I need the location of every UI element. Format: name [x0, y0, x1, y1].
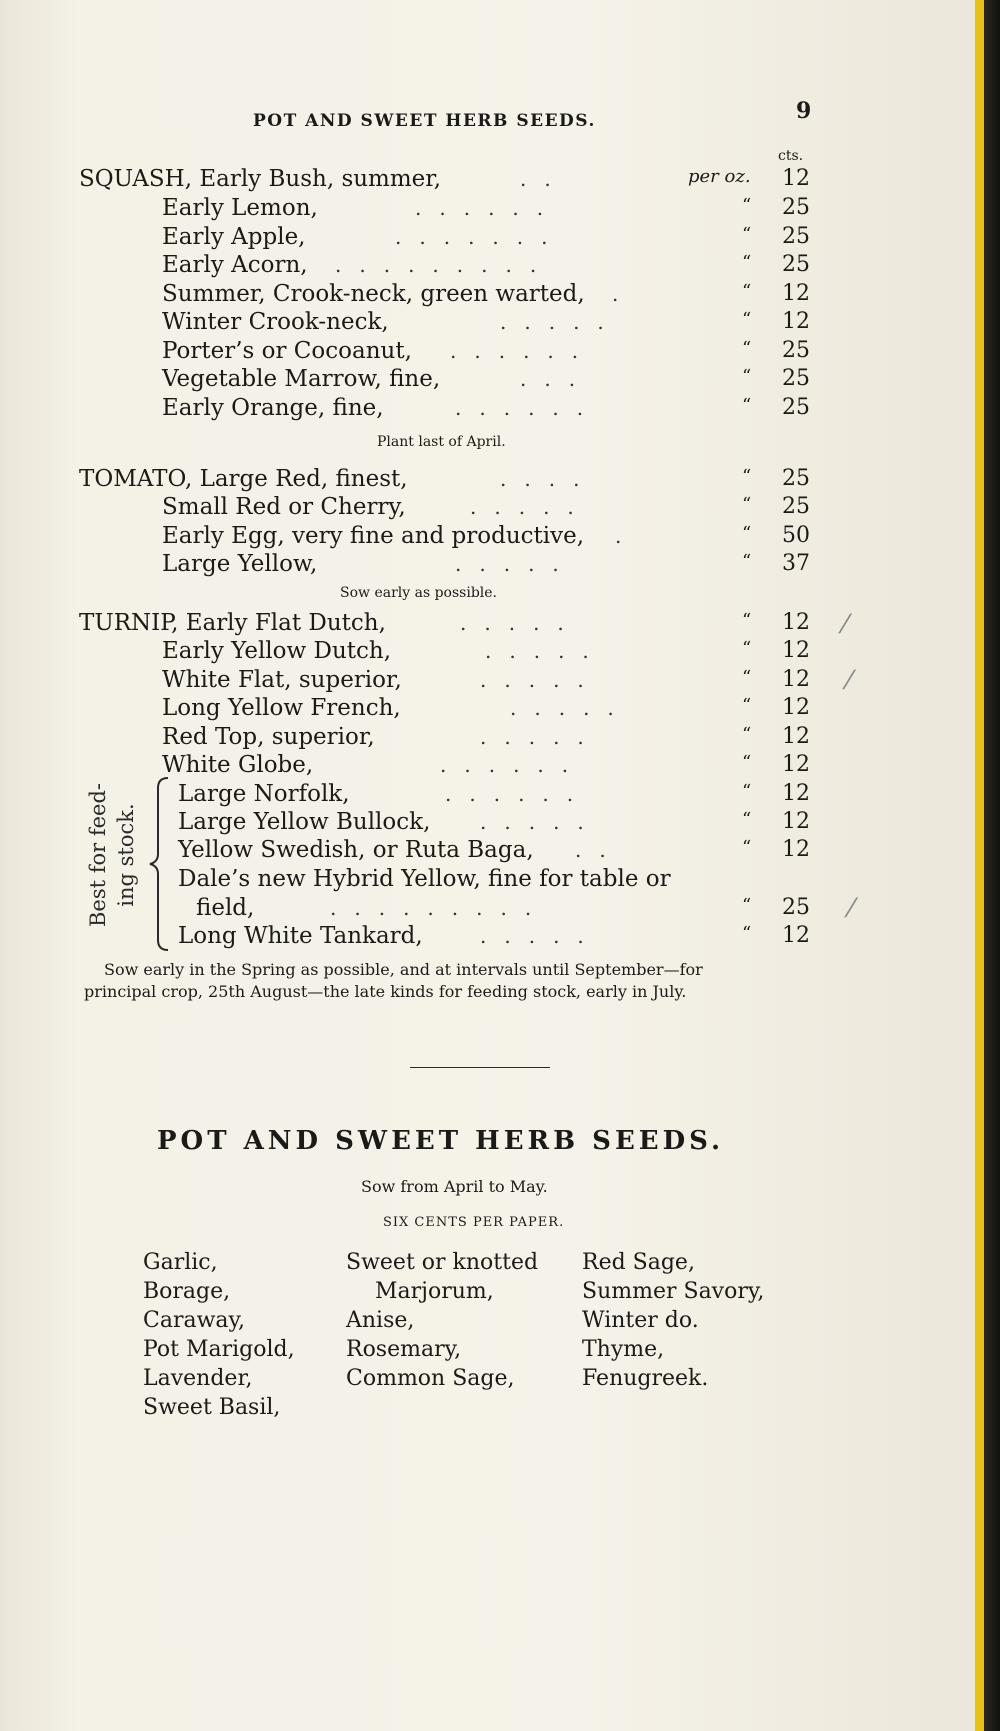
brace-label-line1: Best for feed-	[86, 782, 110, 928]
leader-dots: ..	[520, 167, 569, 191]
price-list-row	[0, 281, 975, 310]
item-name: Winter Crook-neck,	[162, 309, 389, 335]
price-list-row	[0, 667, 975, 696]
leader-dots: ....	[500, 467, 598, 491]
ditto-mark: “	[742, 523, 752, 544]
price-list-row	[0, 395, 975, 424]
leader-dots: ......	[440, 753, 587, 777]
price-list-row	[0, 338, 975, 367]
item-name: Large Norfolk,	[178, 781, 350, 807]
herb-item: Red Sage,	[582, 1250, 695, 1275]
herbs-price-note: SIX CENTS PER PAPER.	[383, 1215, 565, 1230]
leader-dots: .....	[480, 725, 602, 749]
item-price: 12	[782, 809, 810, 834]
herb-item: Marjorum,	[375, 1279, 494, 1304]
turnip-note-line1: Sow early in the Spring as possible, and at intervals until September—for	[104, 960, 703, 979]
item-price: 25	[782, 366, 810, 391]
price-list-row	[0, 523, 975, 552]
ditto-mark: “	[742, 923, 752, 944]
running-header: POT AND SWEET HERB SEEDS.	[253, 111, 596, 131]
herb-item: Fenugreek.	[582, 1366, 709, 1391]
item-name: Early Egg, very fine and productive,	[162, 523, 585, 549]
herb-item: Borage,	[143, 1279, 231, 1304]
item-name: Large Yellow,	[162, 551, 318, 577]
item-price: 12	[782, 752, 810, 777]
item-price: 25	[782, 466, 810, 491]
price-list-row	[0, 695, 975, 724]
leader-dots: .........	[330, 896, 550, 920]
price-list-row	[0, 252, 975, 281]
item-name: Vegetable Marrow, fine,	[162, 366, 441, 392]
leader-dots: .	[612, 282, 637, 306]
ditto-mark: “	[742, 695, 752, 716]
section-divider	[410, 1067, 550, 1068]
price-list-row	[0, 195, 975, 224]
item-name: Long White Tankard,	[178, 923, 423, 949]
price-list-row	[0, 638, 975, 667]
herb-item: Pot Marigold,	[143, 1337, 295, 1362]
item-name: White Globe,	[162, 752, 314, 778]
item-name: Summer, Crook-neck, green warted,	[162, 281, 585, 307]
item-name: SQUASH, Early Bush, summer,	[79, 166, 442, 192]
leader-dots: .....	[460, 611, 582, 635]
item-price: 12	[782, 695, 810, 720]
item-price: 25	[782, 494, 810, 519]
ditto-mark: “	[742, 309, 752, 330]
item-price: 25	[782, 338, 810, 363]
item-name: Early Orange, fine,	[162, 395, 384, 421]
item-price: 12	[782, 724, 810, 749]
herb-item: Summer Savory,	[582, 1279, 765, 1304]
ditto-mark: “	[742, 781, 752, 802]
leader-dots: ......	[445, 782, 592, 806]
item-name: Small Red or Cherry,	[162, 494, 406, 520]
leader-dots: .....	[480, 924, 602, 948]
item-name: Early Yellow Dutch,	[162, 638, 392, 664]
ditto-mark: “	[742, 395, 752, 416]
item-price: 25	[782, 895, 810, 920]
ditto-mark: “	[742, 195, 752, 216]
leader-dots: .....	[455, 552, 577, 576]
leader-dots: ......	[415, 196, 562, 220]
ditto-mark: “	[742, 551, 752, 572]
pencil-tick-mark: ⁄	[843, 610, 848, 640]
item-name: Porter’s or Cocoanut,	[162, 338, 412, 364]
price-list-row	[0, 166, 975, 195]
pencil-tick-mark: ⁄	[849, 894, 854, 924]
ditto-mark: “	[742, 366, 752, 387]
item-name: Long Yellow French,	[162, 695, 401, 721]
leader-dots: .......	[395, 225, 566, 249]
item-price: 12	[782, 281, 810, 306]
leader-dots: .....	[480, 668, 602, 692]
herb-item: Garlic,	[143, 1250, 218, 1275]
item-price: 25	[782, 224, 810, 249]
item-price: 25	[782, 252, 810, 277]
ditto-mark: “	[742, 809, 752, 830]
item-name: Dale’s new Hybrid Yellow, fine for table or	[178, 866, 671, 892]
herb-item: Lavender,	[143, 1366, 253, 1391]
item-name: TOMATO, Large Red, finest,	[79, 466, 408, 492]
ditto-mark: “	[742, 610, 752, 631]
ditto-mark: “	[742, 224, 752, 245]
herb-item: Sweet or knotted	[346, 1250, 539, 1275]
price-list-row	[0, 610, 975, 639]
herb-item: Sweet Basil,	[143, 1395, 281, 1420]
ditto-mark: “	[742, 338, 752, 359]
leader-dots: ..	[575, 838, 624, 862]
item-name: White Flat, superior,	[162, 667, 402, 693]
ditto-mark: “	[742, 494, 752, 515]
herb-item: Anise,	[346, 1308, 415, 1333]
ditto-mark: “	[742, 752, 752, 773]
item-name: TURNIP, Early Flat Dutch,	[79, 610, 386, 636]
price-list-row	[0, 466, 975, 495]
item-price: 25	[782, 195, 810, 220]
ditto-mark: “	[742, 895, 752, 916]
item-price: 12	[782, 610, 810, 635]
leader-dots: ......	[455, 396, 602, 420]
item-price: 50	[782, 523, 810, 548]
herb-item: Rosemary,	[346, 1337, 462, 1362]
leader-dots: .....	[500, 310, 622, 334]
ditto-mark: “	[742, 724, 752, 745]
leader-dots: ...	[520, 367, 594, 391]
price-list-row	[0, 494, 975, 523]
item-price: 12	[782, 667, 810, 692]
item-name: Large Yellow Bullock,	[178, 809, 431, 835]
ditto-mark: “	[742, 281, 752, 302]
unit-label: per oz.	[688, 166, 751, 187]
leader-dots: .....	[485, 639, 607, 663]
herbs-sow-note: Sow from April to May.	[361, 1177, 548, 1196]
item-price: 12	[782, 781, 810, 806]
item-name: Early Apple,	[162, 224, 306, 250]
item-price: 12	[782, 923, 810, 948]
herbs-title: POT AND SWEET HERB SEEDS.	[157, 1126, 725, 1156]
ditto-mark: “	[742, 837, 752, 858]
herb-item: Winter do.	[582, 1308, 699, 1333]
item-name: Red Top, superior,	[162, 724, 375, 750]
item-name: Early Acorn,	[162, 252, 308, 278]
item-price: 12	[782, 837, 810, 862]
leader-dots: .	[615, 524, 640, 548]
item-price: 25	[782, 395, 810, 420]
item-name: Yellow Swedish, or Ruta Baga,	[178, 837, 534, 863]
leader-dots: ......	[450, 339, 597, 363]
brace-label	[84, 760, 154, 950]
item-name: Early Lemon,	[162, 195, 318, 221]
price-list-row	[0, 224, 975, 253]
ditto-mark: “	[742, 252, 752, 273]
ditto-mark: “	[742, 667, 752, 688]
turnip-note-line2: principal crop, 25th August—the late kinds for feeding stock, early in July.	[84, 982, 687, 1001]
ditto-mark: “	[742, 638, 752, 659]
herb-item: Common Sage,	[346, 1366, 515, 1391]
leader-dots: .....	[480, 810, 602, 834]
item-price: 37	[782, 551, 810, 576]
book-cover-edge	[984, 0, 1000, 1731]
pencil-tick-mark: ⁄	[847, 666, 852, 696]
squash-note: Plant last of April.	[377, 434, 506, 450]
price-list-row	[0, 724, 975, 753]
price-list-row	[0, 366, 975, 395]
item-price: 12	[782, 309, 810, 334]
page-number: 9	[796, 98, 812, 124]
item-price: 12	[782, 166, 810, 191]
herb-item: Thyme,	[582, 1337, 665, 1362]
cents-column-label: cts.	[778, 148, 804, 164]
item-price: 12	[782, 638, 810, 663]
price-list-row	[0, 551, 975, 580]
leader-dots: .........	[335, 253, 555, 277]
item-name: field,	[196, 895, 255, 921]
leader-dots: .....	[470, 495, 592, 519]
brace-label-line2: ing stock.	[114, 803, 138, 907]
leader-dots: .....	[510, 696, 632, 720]
ditto-mark: “	[742, 466, 752, 487]
herb-item: Caraway,	[143, 1308, 246, 1333]
tomato-note: Sow early as possible.	[340, 585, 498, 601]
book-spine-edge	[975, 0, 984, 1731]
price-list-row	[0, 309, 975, 338]
